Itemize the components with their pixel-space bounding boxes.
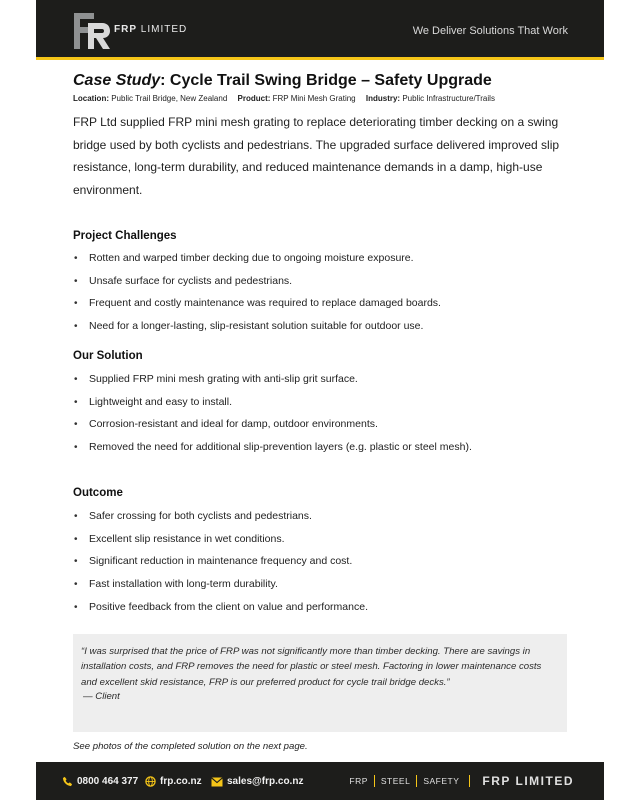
client-quote-text: “I was surprised that the price of FRP was not significantly more than timber decking. There are savings in installation costs, and FRP removes the need for plastic or steel mesh. Factoring in lower maintenance costs and excellent skid resistance, FRP is our preferred product for cycle trail bridge decks.” bbox=[81, 646, 542, 688]
frp-logo-icon bbox=[72, 11, 112, 51]
list-item: • Frequent and costly maintenance was required to replace damaged boards. bbox=[73, 295, 567, 318]
footer-segment-steel: STEEL bbox=[380, 776, 411, 786]
footer-brand-group bbox=[349, 774, 574, 788]
list-item: • Corrosion-resistant and ideal for damp, outdoor environments. bbox=[73, 416, 567, 439]
main-content bbox=[73, 72, 567, 201]
page-title: Case Study: Cycle Trail Swing Bridge – Safety Upgrade bbox=[73, 72, 492, 89]
list-item: • Lightweight and easy to install. bbox=[73, 394, 567, 417]
challenges-heading: Project Challenges bbox=[73, 230, 177, 242]
footer-divider bbox=[374, 775, 375, 787]
list-item: • Need for a longer-lasting, slip-resistant solution suitable for outdoor use. bbox=[73, 318, 567, 341]
client-quote-author: — Client bbox=[83, 690, 120, 702]
client-quote-box bbox=[73, 634, 567, 732]
next-page-note: See photos of the completed solution on the next page. bbox=[73, 741, 308, 752]
list-item: • Safer crossing for both cyclists and pedestrians. bbox=[73, 508, 567, 531]
footer-segment-frp: FRP bbox=[349, 776, 368, 786]
globe-icon bbox=[145, 776, 156, 787]
list-item: • Removed the need for additional slip-prevention layers (e.g. plastic or steel mesh). bbox=[73, 439, 567, 462]
list-item: • Supplied FRP mini mesh grating with anti-slip grit surface. bbox=[73, 371, 567, 394]
footer-bar bbox=[36, 762, 604, 800]
outcome-heading: Outcome bbox=[73, 487, 123, 499]
footer-phone[interactable]: 0800 464 377 bbox=[62, 776, 138, 787]
project-meta: Location: Public Trail Bridge, New Zealand Product: FRP Mini Mesh Grating Industry: Public Infrastructure/Trails bbox=[73, 94, 495, 103]
list-item: • Significant reduction in maintenance frequency and cost. bbox=[73, 553, 567, 576]
footer-divider bbox=[469, 775, 470, 787]
outcome-list bbox=[73, 508, 567, 621]
list-item: • Fast installation with long-term durability. bbox=[73, 576, 567, 599]
challenges-list bbox=[73, 250, 567, 341]
header-brand: FRP LIMITED bbox=[114, 24, 188, 35]
solution-list bbox=[73, 371, 567, 462]
list-item: • Excellent slip resistance in wet conditions. bbox=[73, 531, 567, 554]
footer-brand: FRP LIMITED bbox=[482, 774, 574, 788]
footer-divider bbox=[416, 775, 417, 787]
list-item: • Positive feedback from the client on value and performance. bbox=[73, 599, 567, 622]
email-icon bbox=[211, 777, 223, 787]
phone-icon bbox=[62, 776, 73, 787]
header-tagline: We Deliver Solutions That Work bbox=[412, 25, 568, 37]
footer-website[interactable]: frp.co.nz bbox=[145, 776, 202, 787]
list-item: • Rotten and warped timber decking due to ongoing moisture exposure. bbox=[73, 250, 567, 273]
solution-heading: Our Solution bbox=[73, 350, 143, 362]
footer-segment-safety: SAFETY bbox=[423, 776, 460, 786]
header-accent-rule bbox=[36, 57, 604, 60]
list-item: • Unsafe surface for cyclists and pedestrians. bbox=[73, 273, 567, 296]
header-bar bbox=[36, 0, 604, 57]
intro-paragraph: FRP Ltd supplied FRP mini mesh grating to replace deteriorating timber decking on a swing bridge used by both cyclists and pedestrians. The upgraded surface delivered improved slip resistance, long-term durability, and reduced maintenance demands in a damp, high-use environment. bbox=[73, 115, 560, 197]
footer-email[interactable]: sales@frp.co.nz bbox=[211, 776, 303, 787]
